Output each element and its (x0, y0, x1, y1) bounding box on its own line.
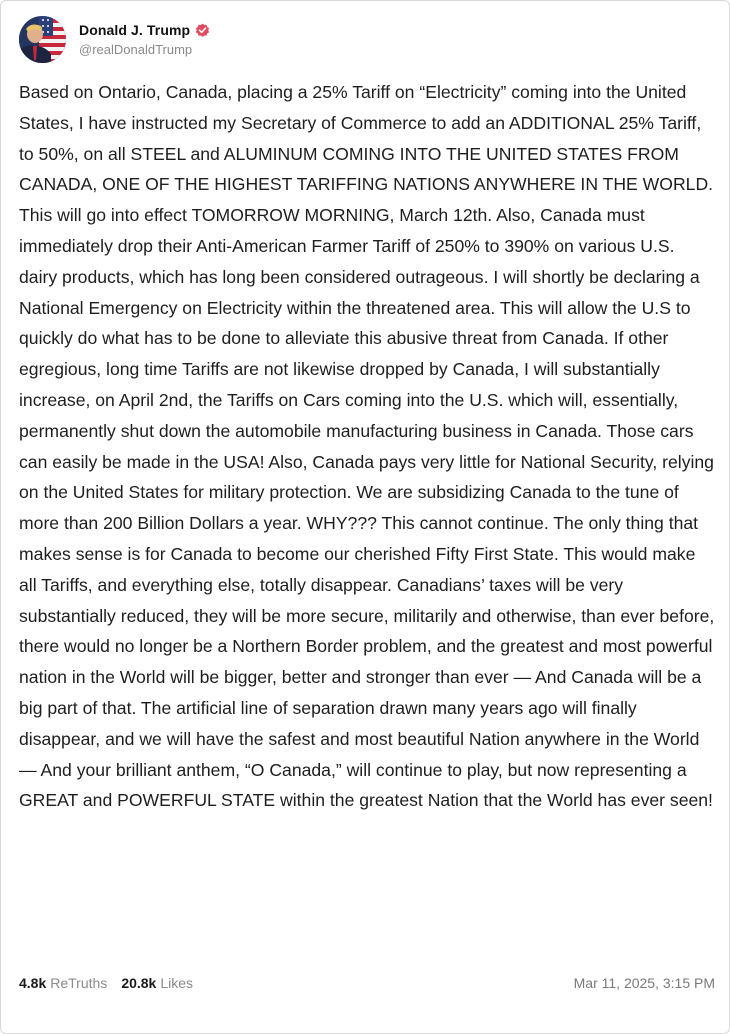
likes-stat[interactable] (121, 975, 193, 991)
post-header (19, 16, 210, 63)
retruths-label: ReTruths (50, 975, 108, 991)
retruths-stat[interactable] (19, 975, 107, 991)
retruths-count: 4.8k (19, 975, 47, 991)
verified-badge-icon (195, 23, 210, 38)
author-handle[interactable]: @realDonaldTrump (79, 42, 193, 57)
post-timestamp[interactable]: Mar 11, 2025, 3:15 PM (573, 975, 715, 991)
profile-photo-icon (19, 16, 66, 63)
display-name-row (79, 22, 210, 38)
display-name[interactable]: Donald J. Trump (79, 22, 191, 38)
author-names (79, 22, 210, 57)
post-body-text: Based on Ontario, Canada, placing a 25% Tariff on “Electricity” coming into the United States, I have instructed my Secretary of Commerce to add an ADDITIONAL 25% Tariff, to 50%, on all STEEL and ALUMINUM COMING INTO THE UNITED STATES FROM CANADA, ONE OF THE HIGHEST TARIFFING NATIONS ANYWHERE IN THE WORLD. This will go into effect TOMORROW MORNING, March 12th. Also, Canada must immediately drop their Anti-American Farmer Tariff of 250% to 390% on various U.S. dairy products, which has long been considered outrageous. I will shortly be declaring a National Emergency on Electricity within the threatened area. This will allow the U.S to quickly do what has to be done to alleviate this abusive threat from Canada. If other egregious, long time Tariffs are not likewise dropped by Canada, I will substantially increase, on April 2nd, the Tariffs on Cars coming into the U.S. which will, essentially, permanently shut down the automobile manufacturing business in Canada. Those cars can easily be made in the USA! Also, Canada pays very little for National Security, relying on the United States for military protection. We are subsidizing Canada to the tune of more than 200 Billion Dollars a year. WHY??? This cannot continue. The only thing that makes sense is for Canada to become our cherished Fifty First State. This would make all Tariffs, and everything else, totally disappear. Canadians’ taxes will be very substantially reduced, they will be more secure, militarily and otherwise, than ever before, there would no longer be a Northern Border problem, and the greatest and most powerful nation in the World will be bigger, better and stronger than ever — And Canada will be a big part of that. The artificial line of separation drawn many years ago will finally disappear, and we will have the safest and most beautiful Nation anywhere in the World — And your brilliant anthem, “O Canada,” will continue to play, but now representing a GREAT and POWERFUL STATE within the greatest Nation that the World has ever seen! (19, 82, 715, 811)
likes-count: 20.8k (121, 975, 157, 991)
avatar[interactable] (19, 16, 66, 63)
likes-label: Likes (160, 975, 194, 991)
post-footer (19, 975, 715, 991)
